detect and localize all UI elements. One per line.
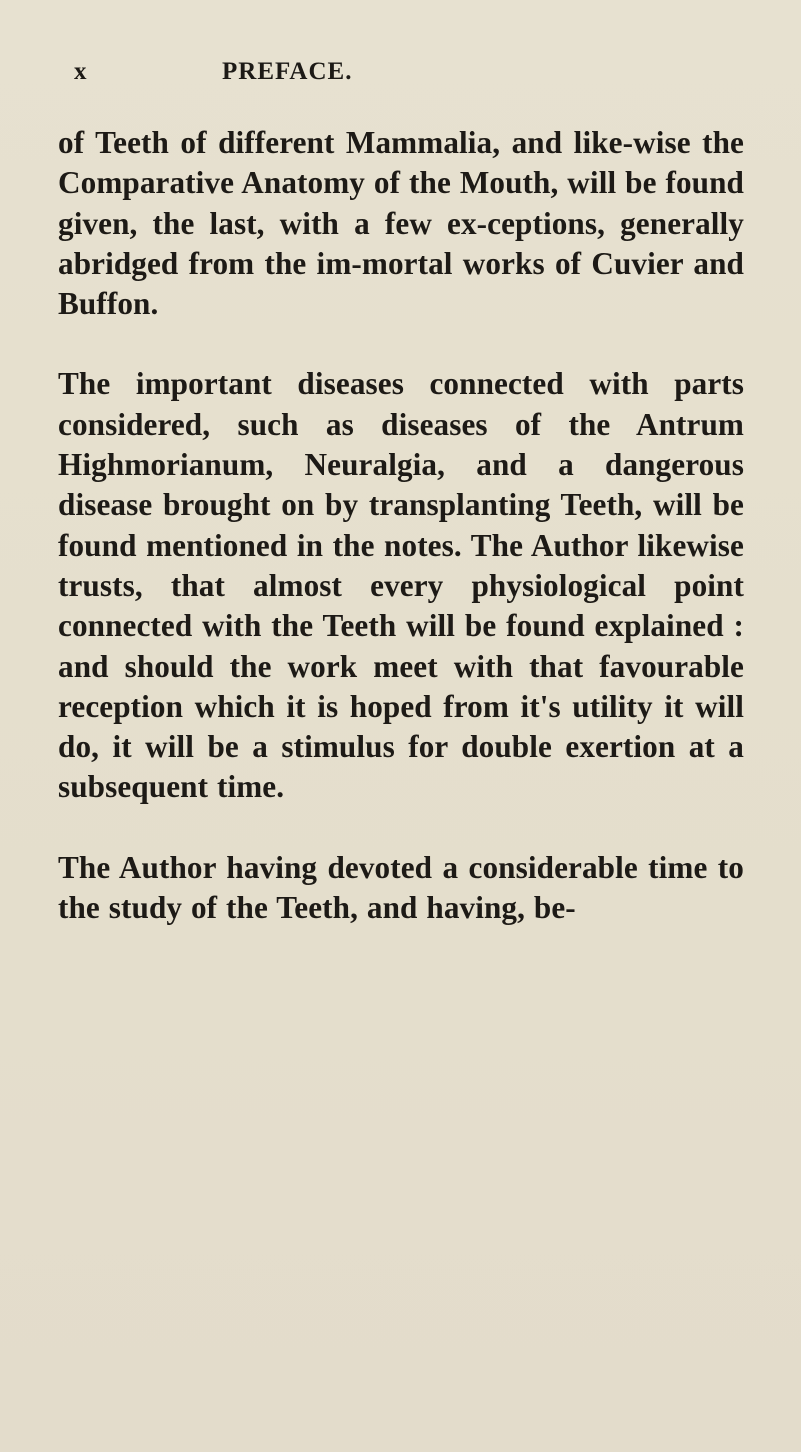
running-title: PREFACE. (222, 58, 353, 85)
paragraph-diseases: The important diseases connected with parts considered, such as diseases of the Antrum Highmorianum, Neuralgia, and a dangerous disease brought on by transplanting Teeth, will be found mentioned in the notes. The Author likewise trusts, that almost every physiological point connected with the Teeth will be found explained : and should the work meet with that favourable reception which it is hoped from it's utility it will do, it will be a stimulus for double exertion at a subsequent time. (58, 366, 744, 805)
paragraph-continuation: of Teeth of different Mammalia, and like-wise the Comparative Anatomy of the Mouth, will be found given, the last, with a few ex-ceptions, generally abridged from the im-mortal works of Cuvier and Buffon. (58, 125, 744, 322)
paragraph-author-study: The Author having devoted a considerable time to the study of the Teeth, and having, be- (58, 849, 744, 926)
page-number: x (74, 58, 88, 85)
preface-text (58, 123, 744, 928)
running-head (74, 58, 724, 86)
